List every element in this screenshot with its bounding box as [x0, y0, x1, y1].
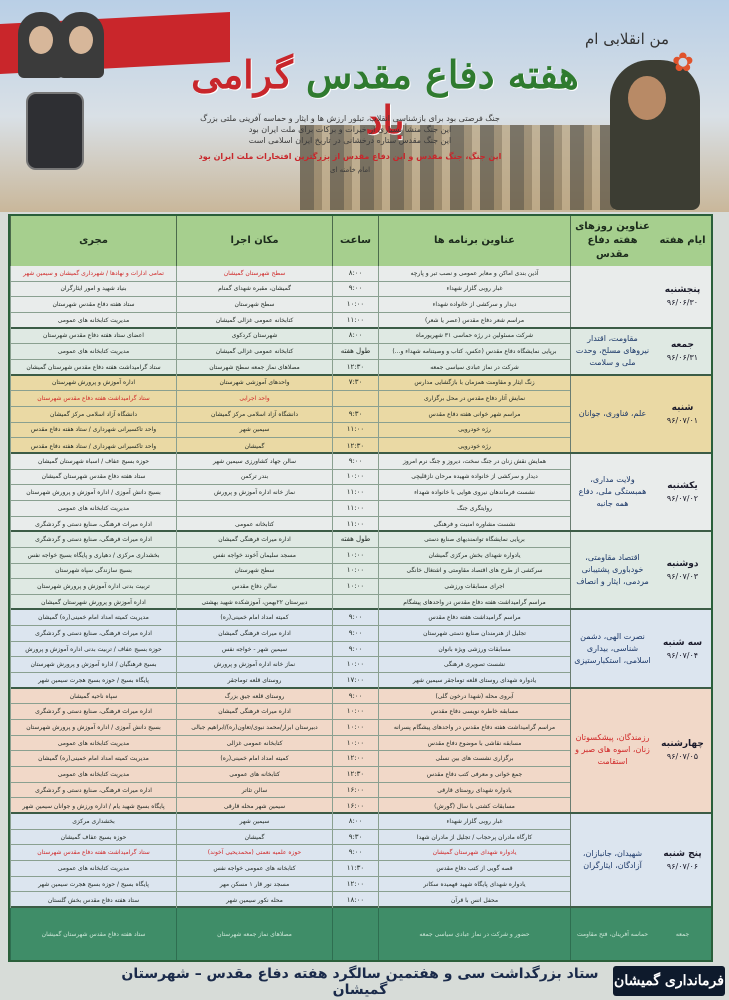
day-section: [10, 329, 711, 376]
day-cell: [654, 814, 711, 906]
cell-executor: سپاه ناحیه گمیشان: [10, 689, 176, 704]
cell-program: رژه خودرویی: [378, 423, 570, 438]
cell-place: دانشگاه آزاد اسلامی مرکز گمیشان: [176, 407, 332, 422]
table-row: [10, 689, 570, 705]
cell-executor: بسیج سازندگی سپاه شهرستان: [10, 564, 176, 579]
cell-time: ۱۰:۰۰: [332, 720, 378, 735]
footer-row-time: [332, 908, 378, 960]
cell-executor: اداره آموزش و پرورش شهرستان گمیشان: [10, 595, 176, 611]
cell-time: ۱۷:۰۰: [332, 673, 378, 689]
footer-row-place: مصلاهای نماز جمعه شهرستان: [176, 908, 332, 960]
day-cell: [654, 454, 711, 530]
source-badge: فرمانداری گمیشان: [613, 966, 725, 996]
footer-row-occasion: حماسه آفرینان، فتح مقاومت: [570, 908, 654, 960]
table-row: [10, 830, 570, 846]
cell-place: گمیشان: [176, 438, 332, 454]
cell-executor: واحد تاکسیرانی شهرداری / ستاد هفته دفاع مقدس: [10, 423, 176, 438]
table-row: [10, 579, 570, 595]
cell-time: ۹:۰۰: [332, 642, 378, 657]
day-name: پنج شنبه: [663, 849, 702, 860]
cell-time: طول هفته: [332, 344, 378, 359]
day-section: [10, 689, 711, 814]
cell-executor: پایگاه بسیج / حوزه بسیج هجرت سیمین شهر: [10, 673, 176, 689]
table-row: [10, 892, 570, 908]
cell-executor: حوزه بسیج عفاف / تربیت بدنی اداره آموزش و پرورش: [10, 642, 176, 657]
cell-time: ۱۸:۰۰: [332, 892, 378, 908]
cell-program: برپایی نمایشگاه دفاع مقدس (عکس، کتاب و وصیتنامه شهداء و...): [378, 344, 570, 359]
day-cell: [654, 610, 711, 686]
cell-place: سالن جهاد کشاورزی سیمین شهر: [176, 454, 332, 469]
cell-program: رژه خودرویی: [378, 438, 570, 454]
cell-executor: مدیریت کتابخانه های عمومی: [10, 344, 176, 359]
header-time: ساعت: [332, 216, 378, 266]
cell-place: کمیته امداد امام خمینی(ره): [176, 751, 332, 766]
cell-time: ۸:۰۰: [332, 266, 378, 281]
occasion-cell: شهیدان، جانبازان، آزادگان، ایثارگران: [570, 814, 654, 906]
day-name: یکشنبه: [667, 481, 698, 492]
banner-title-part1: هفته دفاع مقدس: [306, 52, 579, 97]
cell-place: مصلاهای نماز جمعه سطح شهرستان: [176, 360, 332, 376]
cell-program: دیدار و سرکشی از خانواده شهیده مرحان نازقلیچی: [378, 470, 570, 485]
cell-place: حوزه علمیه نعمتی (محمدیحیی آخوند): [176, 845, 332, 860]
cell-time: ۹:۰۰: [332, 454, 378, 469]
day-section: [10, 266, 711, 329]
cell-program: مراسم گرامیداشت هفته دفاع مقدس در واحدهای پیشگام: [378, 595, 570, 611]
cell-time: ۱۰:۰۰: [332, 704, 378, 719]
cell-time: ۹:۳۰: [332, 407, 378, 422]
cell-program: مراسم گرامیداشت هفته دفاع مقدس: [378, 610, 570, 625]
header-place: مکان اجرا: [176, 216, 332, 266]
cell-time: ۷:۳۰: [332, 376, 378, 391]
cell-program: برپایی نمایشگاه توانمندیهای صنایع دستی: [378, 532, 570, 547]
table-row: [10, 376, 570, 392]
cell-executor: ستاد گرامیداشت هفته دفاع مقدس شهرستان گمیشان: [10, 360, 176, 376]
cell-program: زنگ ایثار و مقاومت همزمان با بازگشایی مدارس: [378, 376, 570, 391]
cell-program: برگزاری نشست های بین نسلی: [378, 751, 570, 766]
table-row: [10, 814, 570, 830]
cell-place: کتابخانه های عمومی: [176, 767, 332, 782]
table-row: [10, 297, 570, 313]
cell-program: اجرای مسابقات ورزشی: [378, 579, 570, 594]
cell-time: ۱۶:۰۰: [332, 798, 378, 814]
header-occasions: عناوین روزهای هفته دفاع مقدس: [570, 216, 654, 266]
table-row: [10, 454, 570, 470]
header-days: ایام هفته: [659, 235, 706, 246]
cell-place: مسجد نور قار ۱ مسکن مهر: [176, 877, 332, 892]
cell-executor: تربیت بدنی اداره آموزش و پرورش شهرستان: [10, 579, 176, 594]
cell-executor: ستاد گرامیداشت هفته دفاع مقدس شهرستان: [10, 391, 176, 406]
table-row: [10, 360, 570, 376]
cell-executor: مدیریت کتابخانه های عمومی: [10, 767, 176, 782]
cell-time: ۱۱:۰۰: [332, 517, 378, 533]
cell-place: واحدهای آموزشی شهرستان: [176, 376, 332, 391]
cell-time: ۱۰:۰۰: [332, 548, 378, 563]
cell-program: دیدار و سرکشی از خانواده شهداء: [378, 297, 570, 312]
occasion-cell: ولایت مداری، همبستگی ملی، دفاع همه جانبه: [570, 454, 654, 530]
cell-program: جمع خوانی و معرفی کتب دفاع مقدس: [378, 767, 570, 782]
day-name: چهارشنبه: [661, 739, 704, 750]
cell-executor: ستاد گرامیداشت هفته دفاع مقدس شهرستان: [10, 845, 176, 860]
cell-time: ۱۲:۳۰: [332, 360, 378, 376]
day-section: [10, 814, 711, 908]
cell-time: ۱۱:۰۰: [332, 501, 378, 516]
banner-subline: این جنگ مقدس ستاره درخشانی در تاریخ ایران اسلامی است: [248, 136, 452, 145]
table-header: [10, 216, 711, 267]
cell-executor: اداره میراث فرهنگی، صنایع دستی و گردشگری: [10, 532, 176, 547]
table-row: [10, 657, 570, 673]
cell-time: ۸:۰۰: [332, 814, 378, 829]
cell-time: ۱۲:۰۰: [332, 877, 378, 892]
cell-program: قصه گویی از کتب دفاع مقدس: [378, 861, 570, 876]
day-section: [10, 532, 711, 610]
table-row: [10, 470, 570, 486]
footer-row-executor: ستاد هفته دفاع مقدس شهرستان گمیشان: [10, 908, 176, 960]
cell-executor: پایگاه بسیج شهید یام / اداره ورزش و جوانان سیمین شهر: [10, 798, 176, 814]
table-row: [10, 877, 570, 893]
cell-place: سطح شهرستان گمیشان: [176, 266, 332, 281]
cell-executor: اداره آموزش و پرورش شهرستان: [10, 376, 176, 391]
table-row: [10, 845, 570, 861]
cell-time: ۱۰:۰۰: [332, 297, 378, 312]
cell-program: مسابقه خاطره نویسی دفاع مقدس: [378, 704, 570, 719]
cell-program: یادواره شهدای شهرستان گمیشان: [378, 845, 570, 860]
cell-time: ۸:۰۰: [332, 329, 378, 344]
cell-time: ۱۰:۰۰: [332, 579, 378, 594]
cell-place: سالن دفاع مقدس: [176, 579, 332, 594]
table-row: [10, 861, 570, 877]
cell-program: نشست مشاوره امنیت و فرهنگی: [378, 517, 570, 533]
cell-place: مسجد سلیمان آخوند خواجه نفس: [176, 548, 332, 563]
day-cell: [654, 329, 711, 374]
cell-place: کتابخانه عمومی: [176, 517, 332, 533]
cell-executor: مدیریت کتابخانه های عمومی: [10, 861, 176, 876]
cell-program: غبار روبی گلزار شهداء: [378, 814, 570, 829]
cell-time: ۱۲:۰۰: [332, 751, 378, 766]
cell-place: محله نکور سیمین شهر: [176, 892, 332, 908]
flower-icon: ✿: [672, 48, 694, 78]
table-row: [10, 673, 570, 689]
cell-executor: مدیریت کتابخانه های عمومی: [10, 313, 176, 329]
occasion-cell: مقاومت، اقتدار نیروهای مسلح، وحدت ملی و سلامت: [570, 329, 654, 374]
cell-executor: ستاد هفته دفاع مقدس شهرستان: [10, 297, 176, 312]
day-cell: [654, 689, 711, 812]
cell-place: واحد اجرایی: [176, 391, 332, 406]
cell-place: دبیرستان ۲۲بهمن، آموزشکده شهید بهشتی: [176, 595, 332, 611]
day-name: جمعه: [670, 340, 695, 351]
table-row: [10, 720, 570, 736]
cell-time: [332, 595, 378, 611]
footer-title: ستاد بزرگداشت سی و هفتمین سالگرد هفته دفاع مقدس – شهرستان گمیشان: [121, 966, 599, 998]
table-row: [10, 532, 570, 548]
cell-program: شرکت در نماز عبادی سیاسی جمعه: [378, 360, 570, 376]
table-row: [10, 329, 570, 345]
cell-executor: واحد تاکسیرانی شهرداری / ستاد هفته دفاع مقدس: [10, 438, 176, 454]
cell-program: تجلیل از هنرمندان صنایع دستی شهرستان: [378, 626, 570, 641]
table-row: [10, 282, 570, 298]
cell-time: ۱۲:۳۰: [332, 767, 378, 782]
cell-program: روایتگری جنگ: [378, 501, 570, 516]
cell-time: ۹:۰۰: [332, 689, 378, 704]
cell-program: مسابقات ورزشی ویژه بانوان: [378, 642, 570, 657]
cell-time: ۱۱:۰۰: [332, 485, 378, 500]
table-row: [10, 564, 570, 580]
banner-subline: جنگ فرصتی بود برای بازشناسی انقلاب، تبلور ارزش ها و ایثار و حماسه آفرینی ملتی بزرگ: [200, 114, 500, 123]
cell-program: نشست تصویری فرهنگی: [378, 657, 570, 672]
day-date: ۹۶/۰۷/۰۶: [666, 862, 699, 872]
day-date: ۹۶/۰۶/۳۰: [666, 298, 699, 308]
cell-place: روستای قلعه جیق بزرگ: [176, 689, 332, 704]
day-section: [10, 376, 711, 454]
cell-program: محفل انس با قرآن: [378, 892, 570, 908]
cell-executor: ستاد هفته دفاع مقدس بخش گلستان: [10, 892, 176, 908]
cell-program: یادواره شهدای روستای قلعه توماجقر سیمین شهر: [378, 673, 570, 689]
cell-program: کارگاه مادران پرحجاب / تجلیل از مادران شهدا: [378, 830, 570, 845]
cell-time: ۱۰:۰۰: [332, 657, 378, 672]
cell-place: سیمین شهر محله قارقی: [176, 798, 332, 814]
header-executor: مجری: [10, 216, 176, 266]
table-row: [10, 485, 570, 501]
cell-executor: مدیریت کتابخانه های عمومی: [10, 501, 176, 516]
table-row: [10, 266, 570, 282]
cell-place: نماز خانه اداره آموزش و پرورش: [176, 485, 332, 500]
day-cell: [654, 376, 711, 452]
cell-place: اداره میراث فرهنگی گمیشان: [176, 626, 332, 641]
leader-portrait-right: [58, 12, 104, 78]
occasion-cell: اقتصاد مقاومتی، خودباوری پشتیبانی مردمی، ایثار و انصاف: [570, 532, 654, 608]
cell-place: کتابخانه عمومی غزالی گمیشان: [176, 344, 332, 359]
dogtag-graphic: [26, 92, 84, 170]
table-row: [10, 517, 570, 533]
cell-place: دبیرستان ابرار/محمد نبوی/تعاون(ره)/ابراهیم جبالی: [176, 720, 332, 735]
table-row: [10, 501, 570, 517]
day-date: ۹۶/۰۷/۰۵: [666, 752, 699, 762]
banner-title-part2: گرامی باد: [191, 52, 405, 142]
cell-executor: اعضای ستاد هفته دفاع مقدس شهرستان: [10, 329, 176, 344]
cell-program: نمایش آثار دفاع مقدس در محل برگزاری: [378, 391, 570, 406]
table-row: [10, 783, 570, 799]
day-date: ۹۶/۰۷/۰۱: [666, 415, 699, 425]
cell-executor: پایگاه بسیج / حوزه بسیج هجرت سیمین شهر: [10, 877, 176, 892]
cell-place: سیمین شهر - خواجه نفس: [176, 642, 332, 657]
cell-program: مسابقه نقاشی با موضوع دفاع مقدس: [378, 736, 570, 751]
cell-executor: اداره میراث فرهنگی، صنایع دستی و گردشگری: [10, 517, 176, 533]
cell-program: غبار روبی گلزار شهداء: [378, 282, 570, 297]
day-name: دوشنبه: [666, 559, 699, 570]
day-name: سه شنبه: [662, 637, 703, 648]
header-programs: عناوین برنامه ها: [378, 216, 570, 266]
cell-time: ۹:۳۰: [332, 830, 378, 845]
cell-program: یادواره شهدای پایگاه شهید فهمیده سکانر: [378, 877, 570, 892]
cell-executor: مدیریت کمیته امداد امام خمینی(ره) گمیشان: [10, 610, 176, 625]
day-date: ۹۶/۰۷/۰۴: [666, 650, 699, 660]
table-row: [10, 626, 570, 642]
cell-time: طول هفته: [332, 532, 378, 547]
cell-executor: بخشداری مرکزی: [10, 814, 176, 829]
table-row: [10, 438, 570, 454]
table-row: [10, 642, 570, 658]
cell-place: اداره میراث فرهنگی گمیشان: [176, 532, 332, 547]
schedule-table: [8, 214, 713, 962]
cell-executor: حوزه بسیج عفاف / اسباه شهرستان گمیشان: [10, 454, 176, 469]
cell-place: سیمین شهر: [176, 423, 332, 438]
top-banner: [0, 0, 729, 212]
cell-time: ۱۲:۳۰: [332, 438, 378, 454]
occasion-cell: نصرت الهی، دشمن شناسی، بیداری اسلامی، استکبارستیزی: [570, 610, 654, 686]
table-row: [10, 391, 570, 407]
table-row: [10, 407, 570, 423]
day-cell: [654, 532, 711, 608]
cell-place: کتابخانه عمومی غزالی: [176, 736, 332, 751]
cell-place: کمیته امداد امام خمینی(ره): [176, 610, 332, 625]
day-name: شنبه: [671, 402, 694, 413]
cell-executor: بنیاد شهید و امور ایثارگران: [10, 282, 176, 297]
cell-program: سرکشی از طرح های اقتصاد مقاومتی و اشتغال خانگی: [378, 564, 570, 579]
cell-time: ۹:۰۰: [332, 845, 378, 860]
table-row: [10, 313, 570, 329]
cell-place: کتابخانه عمومی غزالی گمیشان: [176, 313, 332, 329]
table-row: [10, 610, 570, 626]
cell-program: مسابقات کشتی با سال (گورش): [378, 798, 570, 814]
table-row: [10, 595, 570, 611]
cell-time: ۱۱:۰۰: [332, 423, 378, 438]
cell-time: ۹:۰۰: [332, 282, 378, 297]
cell-place: گمیشان، مقبره شهدای گمنام: [176, 282, 332, 297]
cell-time: ۱۱:۰۰: [332, 313, 378, 329]
cell-time: ۱۰:۰۰: [332, 736, 378, 751]
cell-place: سطح شهرستان: [176, 564, 332, 579]
cell-executor: بسیج دانش آموزی / اداره آموزش و پرورش شهرستان: [10, 485, 176, 500]
table-row: [10, 751, 570, 767]
occasion-cell: رزمندگان، پیشکسوتان زنان، اسوه های صبر و استقامت: [570, 689, 654, 812]
day-name: پنجشنبه: [664, 285, 701, 296]
cell-place: گمیشان: [176, 830, 332, 845]
cell-program: آذین بندی اماکن و معابر عمومی و نصب تبر و پارچه: [378, 266, 570, 281]
occasion-cell: [570, 266, 654, 327]
cell-place: نماز خانه اداره آموزش و پرورش: [176, 657, 332, 672]
cell-time: ۱۶:۰۰: [332, 783, 378, 798]
day-date: ۹۶/۰۷/۰۳: [666, 572, 699, 582]
table-row: [10, 344, 570, 360]
table-row: [10, 767, 570, 783]
day-section: [10, 610, 711, 688]
cell-executor: بخشداری مرکزی / دهیاری و پایگاه بسیج خواجه نفس: [10, 548, 176, 563]
cell-place: اداره میراث فرهنگی گمیشان: [176, 704, 332, 719]
cell-program: نشست فرماندهان نیروی هوایی با خانواده شهداء: [378, 485, 570, 500]
cell-executor: اداره میراث فرهنگی، صنایع دستی و گردشگری: [10, 704, 176, 719]
cell-executor: ستاد هفته دفاع مقدس شهرستان گمیشان: [10, 470, 176, 485]
cell-place: روستای قلعه توماجقر: [176, 673, 332, 689]
cell-program: همایش نقش زنان در جنگ سخت، دیروز و جنگ نرم امروز: [378, 454, 570, 469]
soldier-photo: [610, 60, 700, 210]
banner-top-text: من انقلابی ام: [584, 30, 669, 48]
cell-time: ۹:۰۰: [332, 626, 378, 641]
banner-emblem-text: امام خامنه ای: [329, 166, 371, 174]
banner-subline-highlight: این جنگ، جنگ مقدس و این دفاع مقدس از بزرگترین افتخارات ملت ایران بود: [198, 152, 502, 161]
cell-executor: بسیج دانش آموزی / اداره آموزش و پرورش شهرستان: [10, 720, 176, 735]
day-date: ۹۶/۰۶/۳۱: [666, 353, 699, 363]
banner-subline: این جنگ منشأ بسیاری از خیرات و برکات برای ملت ایران بود: [248, 125, 452, 134]
cell-program: یادواره شهدای روستای قارقی: [378, 783, 570, 798]
table-row: [10, 423, 570, 439]
cell-time: [332, 391, 378, 406]
day-date: ۹۶/۰۷/۰۲: [666, 494, 699, 504]
cell-program: شرکت مسئولین در رژه حماسی ۳۱ شهریورماه: [378, 329, 570, 344]
table-footer-row: [10, 908, 711, 960]
table-row: [10, 704, 570, 720]
cell-program: آبروی محله (شهدا درخون گلی): [378, 689, 570, 704]
footer-row-day: جمعه: [675, 930, 690, 938]
cell-executor: مدیریت کتابخانه های عمومی: [10, 736, 176, 751]
cell-time: ۱۱:۳۰: [332, 861, 378, 876]
table-row: [10, 736, 570, 752]
cell-executor: بسیج فرهنگیان / اداره آموزش و پرورش شهرستان: [10, 657, 176, 672]
cell-place: بندر ترکمن: [176, 470, 332, 485]
cell-program: مراسم شعر دفاع مقدس (عصر یا شعر): [378, 313, 570, 329]
cell-program: یادواره شهدای بخش مرکزی گمیشان: [378, 548, 570, 563]
cell-place: شهرستان کردکوی: [176, 329, 332, 344]
cell-executor: اداره میراث فرهنگی، صنایع دستی و گردشگری: [10, 783, 176, 798]
cell-executor: دانشگاه آزاد اسلامی مرکز گمیشان: [10, 407, 176, 422]
cell-program: مراسم شهر خوانی هفته دفاع مقدس: [378, 407, 570, 422]
cell-executor: تمامی ادارات و نهادها / شهرداری گمیشان و سیمین شهر: [10, 266, 176, 281]
cell-place: کتابخانه های عمومی خواجه نفس: [176, 861, 332, 876]
occasion-cell: علم، فناوری، جوانان: [570, 376, 654, 452]
footer-row-program: حضور و شرکت در نماز عبادی سیاسی جمعه: [378, 908, 570, 960]
day-cell: [654, 266, 711, 327]
cell-place: سیمین شهر: [176, 814, 332, 829]
table-row: [10, 798, 570, 814]
cell-time: ۱۰:۰۰: [332, 564, 378, 579]
cell-place: [176, 501, 332, 516]
table-row: [10, 548, 570, 564]
cell-place: سطح شهرستان: [176, 297, 332, 312]
cell-time: ۹:۰۰: [332, 610, 378, 625]
cell-executor: حوزه بسیج عفاف گمیشان: [10, 830, 176, 845]
cell-time: ۱۰:۰۰: [332, 470, 378, 485]
cell-executor: اداره میراث فرهنگی، صنایع دستی و گردشگری: [10, 626, 176, 641]
day-section: [10, 454, 711, 532]
cell-place: سالن تئاتر: [176, 783, 332, 798]
cell-executor: مدیریت کمیته امداد امام خمینی(ره) گمیشان: [10, 751, 176, 766]
cell-program: مراسم گرامیداشت هفته دفاع مقدس در واحدهای پیشگام پسرانه: [378, 720, 570, 735]
